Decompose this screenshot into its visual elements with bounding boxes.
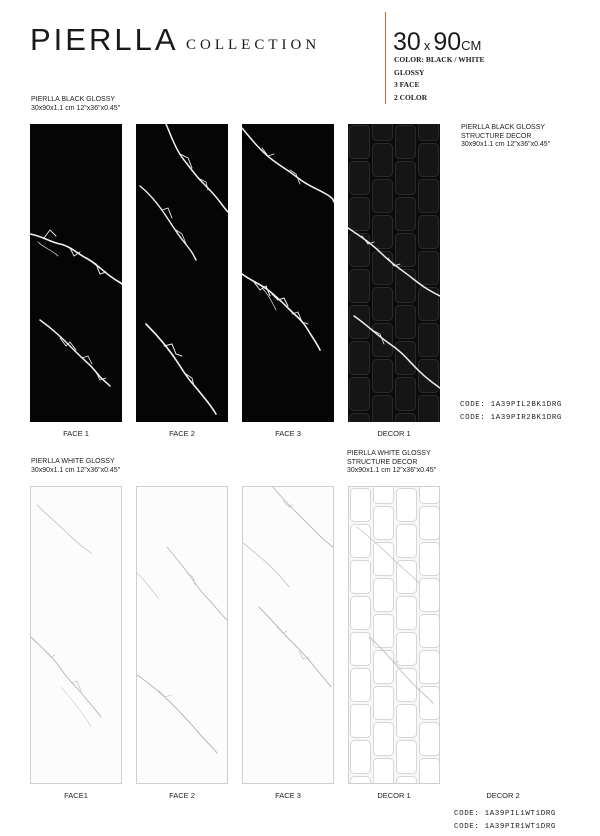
black-decor-dims: 30x90x1.1 cm 12"x36"x0.45": [461, 141, 551, 148]
brand-name: PIERLLA: [30, 22, 179, 57]
black-label-face-2: FACE 2: [169, 429, 195, 438]
black-series-name: PIERLLA BLACK GLOSSY: [31, 96, 116, 103]
white-label-decor-2: DECOR 2: [486, 791, 520, 800]
white-face-1-tile: [30, 486, 122, 784]
white-series-name: PIERLLA WHITE GLOSSY: [31, 458, 115, 465]
black-label-decor-1: DECOR 1: [377, 429, 411, 438]
white-decor-1-tile: [348, 486, 440, 784]
spec-color: COLOR: BLACK / WHITE: [394, 55, 485, 64]
black-face-3-tile: [242, 124, 334, 422]
black-decor-1-tile: [348, 124, 440, 422]
white-label-face-2: FACE 2: [169, 791, 195, 800]
spec-colors: 2 COLOR: [394, 92, 428, 102]
black-label-face-1: FACE 1: [63, 429, 89, 438]
white-decor-header: [347, 450, 436, 476]
black-series-header: [31, 96, 120, 113]
white-label-face-3: FACE 3: [275, 791, 301, 800]
white-code-2: CODE: 1A39PIR1WT1DRG: [454, 823, 557, 831]
white-series-dims: 30x90x1.1 cm 12"x36"x0.45": [31, 466, 121, 474]
white-label-decor-1: DECOR 1: [377, 791, 411, 800]
white-decor-type: STRUCTURE DECOR: [347, 458, 418, 466]
accent-divider: [385, 12, 386, 104]
spec-finish: GLOSSY: [394, 67, 425, 77]
white-series-header: [31, 458, 120, 475]
black-code-1: CODE: 1A39PIL2BK1DRG: [460, 401, 563, 409]
collection-label: COLLECTION: [186, 37, 321, 53]
black-face-1-tile: [30, 124, 122, 422]
black-label-face-3: FACE 3: [275, 429, 301, 438]
tile-size: [393, 28, 481, 57]
spec-faces: 3 FACE: [394, 80, 420, 89]
white-decor-dims: 30x90x1.1 cm 12"x36"x0.45": [347, 467, 437, 474]
black-face-2-tile: [136, 124, 228, 422]
size-x: x: [423, 38, 431, 53]
black-decor-name: PIERLLA BLACK GLOSSY: [461, 124, 546, 131]
white-label-face-1: FACE1: [64, 791, 88, 800]
white-decor-name: PIERLLA WHITE GLOSSY: [347, 450, 431, 457]
spec-list: [394, 54, 485, 104]
black-series-dims: 30x90x1.1 cm 12"x36"x0.45": [31, 104, 121, 112]
white-face-3-tile: [242, 486, 334, 784]
black-code-2: CODE: 1A39PIR2BK1DRG: [460, 414, 563, 422]
white-code-1: CODE: 1A39PIL1WT1DRG: [454, 810, 557, 818]
black-decor-type: STRUCTURE DECOR: [461, 132, 532, 140]
size-unit: CM: [461, 38, 482, 53]
size-height: 90: [433, 28, 462, 56]
black-decor-header: [461, 124, 550, 150]
white-face-2-tile: [136, 486, 228, 784]
size-width: 30: [393, 28, 421, 56]
